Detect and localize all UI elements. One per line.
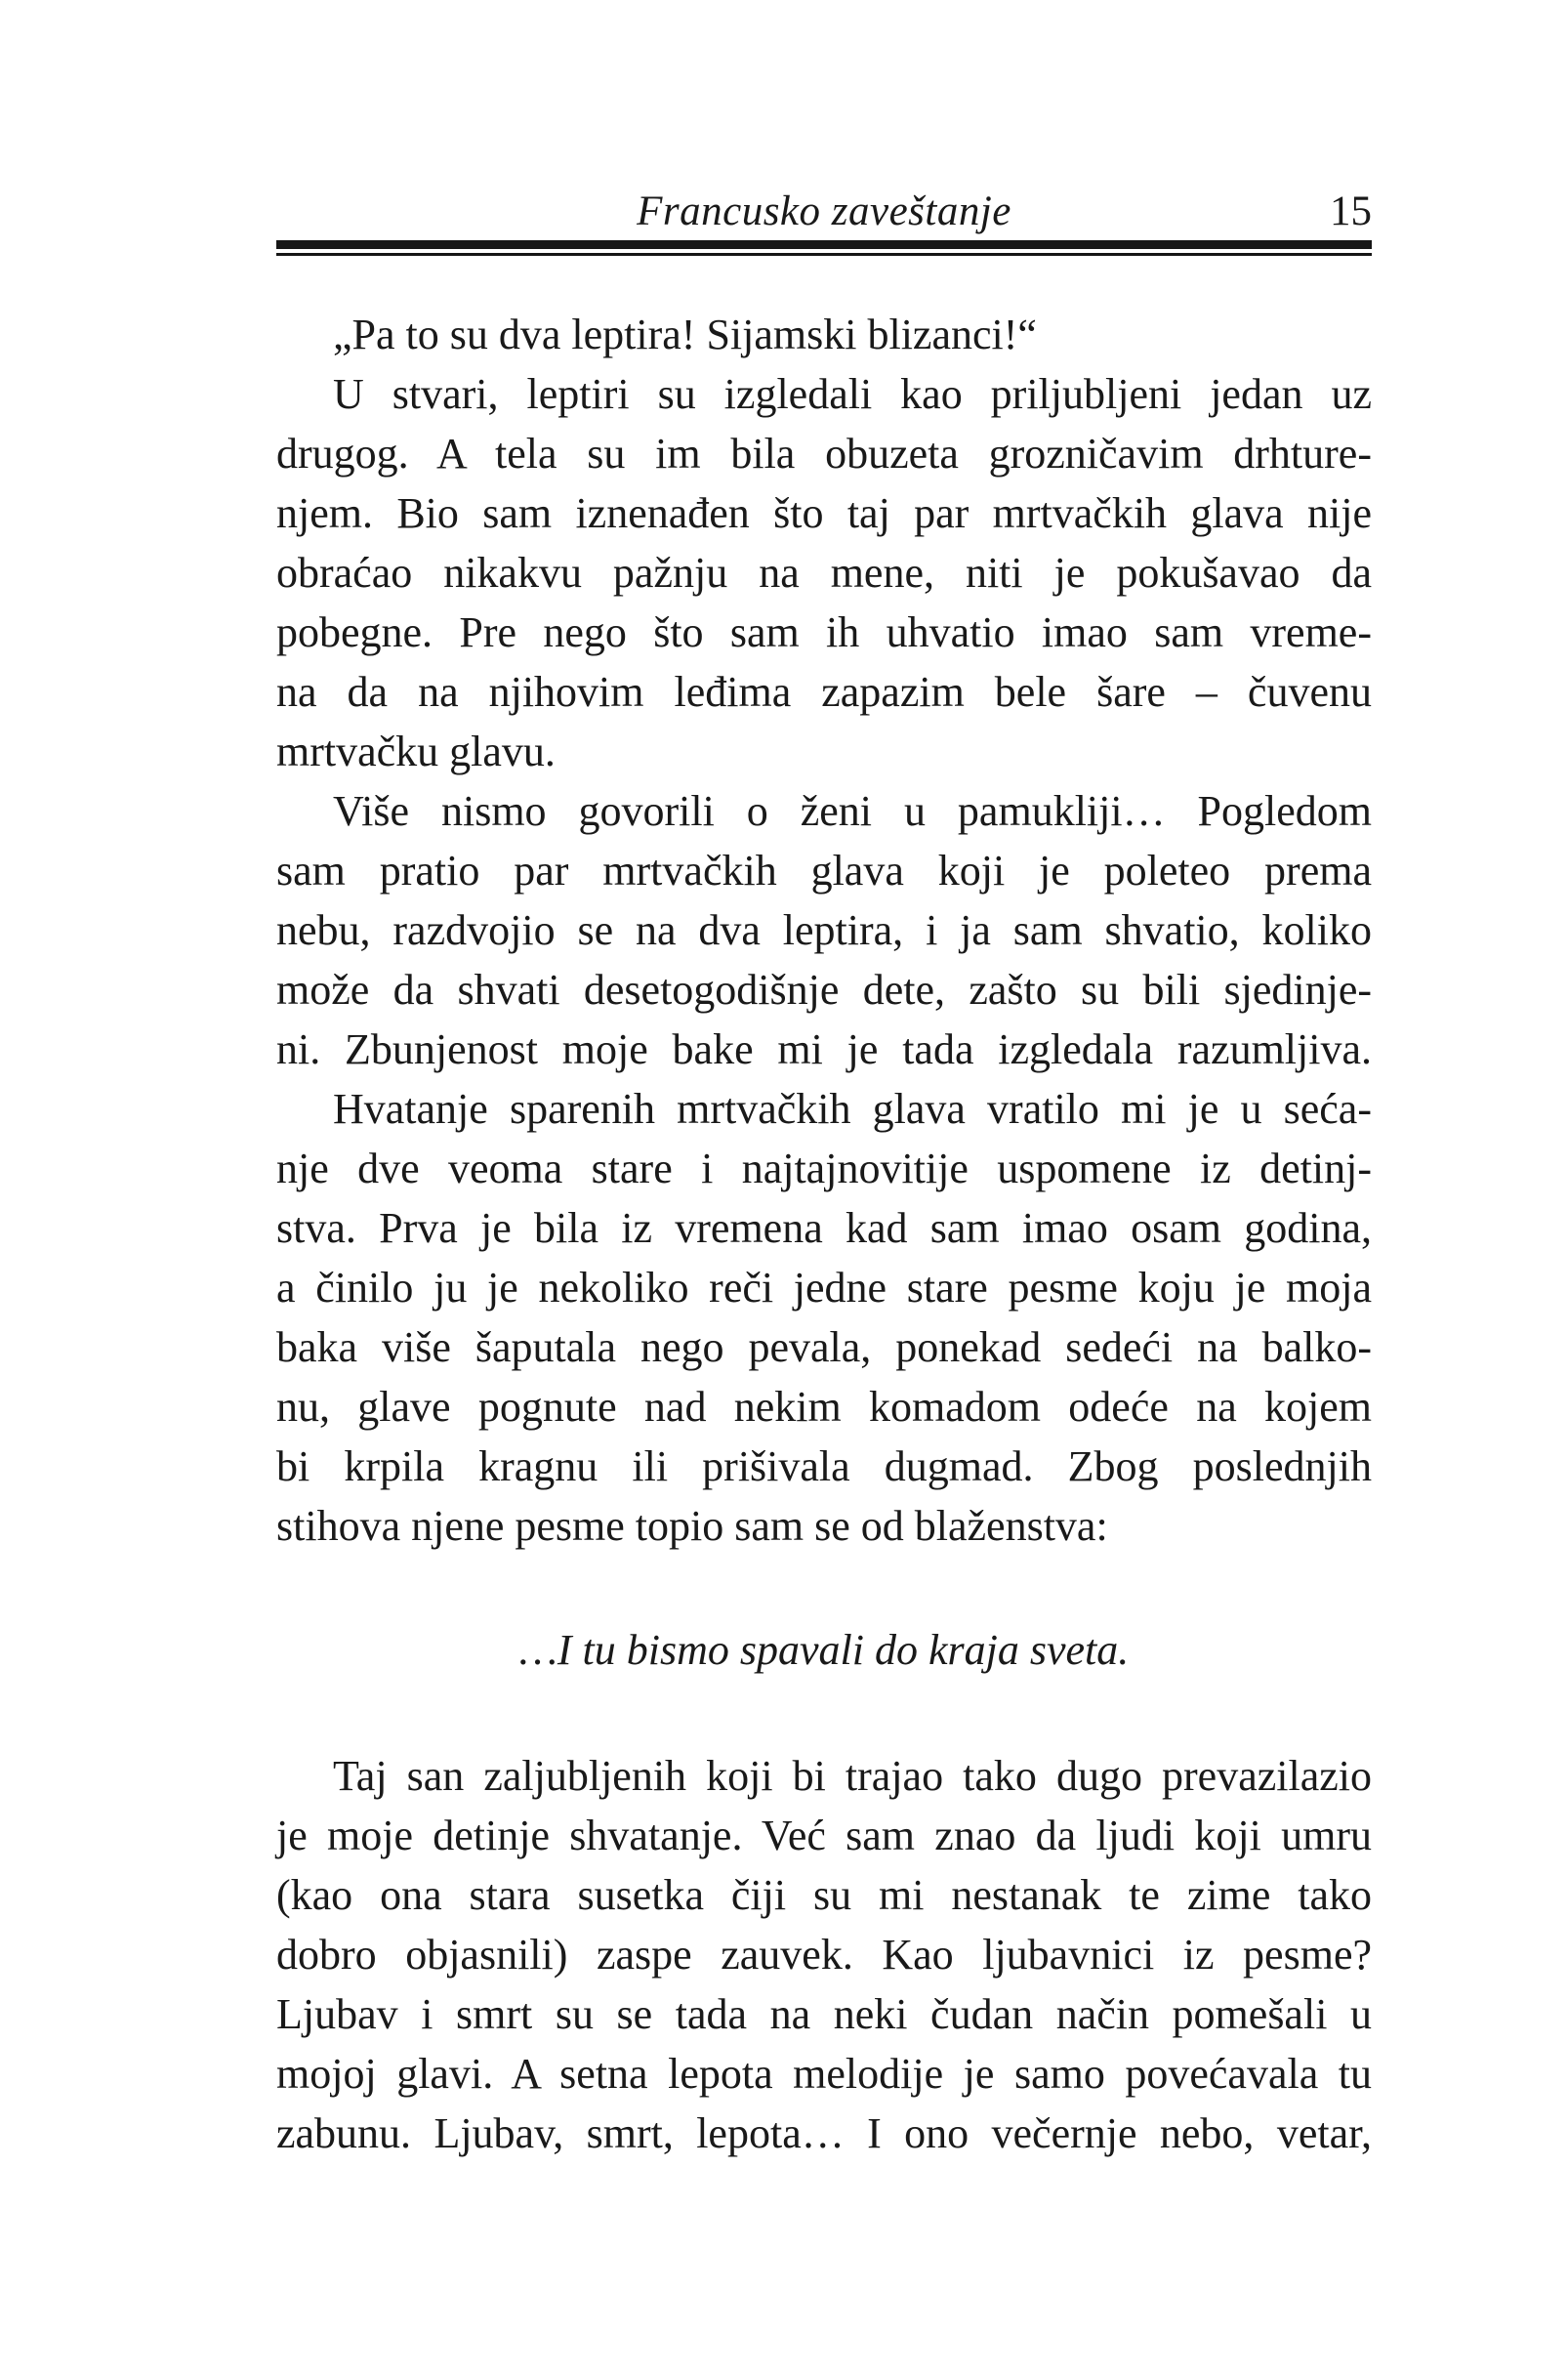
- text-line: može da shvati desetogodišnje dete, zašto su bili sjedinje-: [276, 966, 1372, 1014]
- paragraph: [276, 305, 1372, 364]
- paragraph: [276, 1079, 1372, 1556]
- divider-thin-line: [276, 253, 1372, 256]
- text-line: nje dve veoma stare i najtajnovitije uspomene iz detinj-: [276, 1145, 1372, 1192]
- header-divider: [276, 240, 1372, 256]
- text-line: nu, glave pognute nad nekim komadom odeće na kojem: [276, 1383, 1372, 1431]
- paragraph: [276, 364, 1372, 781]
- text-line: Ljubav i smrt su se tada na neki čudan način pomešali u: [276, 1990, 1372, 2038]
- text-line: Više nismo govorili o ženi u pamukliji… Pogledom: [333, 787, 1372, 835]
- text-line: sam pratio par mrtvačkih glava koji je poleteo prema: [276, 847, 1372, 895]
- text-line: mojoj glavi. A setna lepota melodije je samo povećavala tu: [276, 2050, 1372, 2098]
- text-line: Taj san zaljubljenih koji bi trajao tako dugo prevazilazio: [333, 1752, 1372, 1800]
- text-line: nebu, razdvojio se na dva leptira, i ja sam shvatio, koliko: [276, 906, 1372, 954]
- text-line: je moje detinje shvatanje. Već sam znao da ljudi koji umru: [276, 1812, 1372, 1859]
- text-line: drugog. A tela su im bila obuzeta grozničavim drhture-: [276, 430, 1372, 478]
- body-text: [276, 305, 1372, 2163]
- running-header: [276, 186, 1372, 238]
- divider-thick-line: [276, 240, 1372, 249]
- text-line: stihova njene pesme topio sam se od blaženstva:: [276, 1502, 1108, 1550]
- text-line: a činilo ju je nekoliko reči jedne stare pesme koju je moja: [276, 1264, 1372, 1312]
- verse-quote: …I tu bismo spavali do kraja sveta.: [518, 1626, 1130, 1674]
- paragraph: [276, 1746, 1372, 2163]
- text-line: „Pa to su dva leptira! Sijamski blizanci!“: [333, 311, 1037, 358]
- text-line: ni. Zbunjenost moje bake mi je tada izgledala razumljiva.: [276, 1025, 1372, 1073]
- text-line: U stvari, leptiri su izgledali kao priljubljeni jedan uz: [333, 370, 1372, 418]
- text-line: mrtvačku glavu.: [276, 728, 556, 775]
- text-line: stva. Prva je bila iz vremena kad sam imao osam godina,: [276, 1204, 1372, 1252]
- text-line: na da na njihovim leđima zapazim bele šare – čuvenu: [276, 668, 1372, 716]
- text-line: obraćao nikakvu pažnju na mene, niti je pokušavao da: [276, 549, 1372, 597]
- text-line: baka više šaputala nego pevala, ponekad sedeći na balko-: [276, 1323, 1372, 1371]
- page-number: 15: [1330, 188, 1372, 234]
- text-line: pobegne. Pre nego što sam ih uhvatio imao sam vreme-: [276, 608, 1372, 656]
- text-line: dobro objasnili) zaspe zauvek. Kao ljubavnici iz pesme?: [276, 1931, 1372, 1979]
- text-line: Hvatanje sparenih mrtvačkih glava vratilo mi je u seća-: [333, 1085, 1372, 1133]
- text-line: (kao ona stara susetka čiji su mi nestanak te zime tako: [276, 1871, 1372, 1919]
- paragraph: [276, 781, 1372, 1079]
- page-title: Francusko zaveštanje: [637, 188, 1011, 234]
- text-line: njem. Bio sam iznenađen što taj par mrtvačkih glava nije: [276, 489, 1372, 537]
- text-line: zabunu. Ljubav, smrt, lepota… I ono večernje nebo, vetar,: [276, 2109, 1372, 2157]
- text-line: bi krpila kragnu ili prišivala dugmad. Zbog poslednjih: [276, 1442, 1372, 1490]
